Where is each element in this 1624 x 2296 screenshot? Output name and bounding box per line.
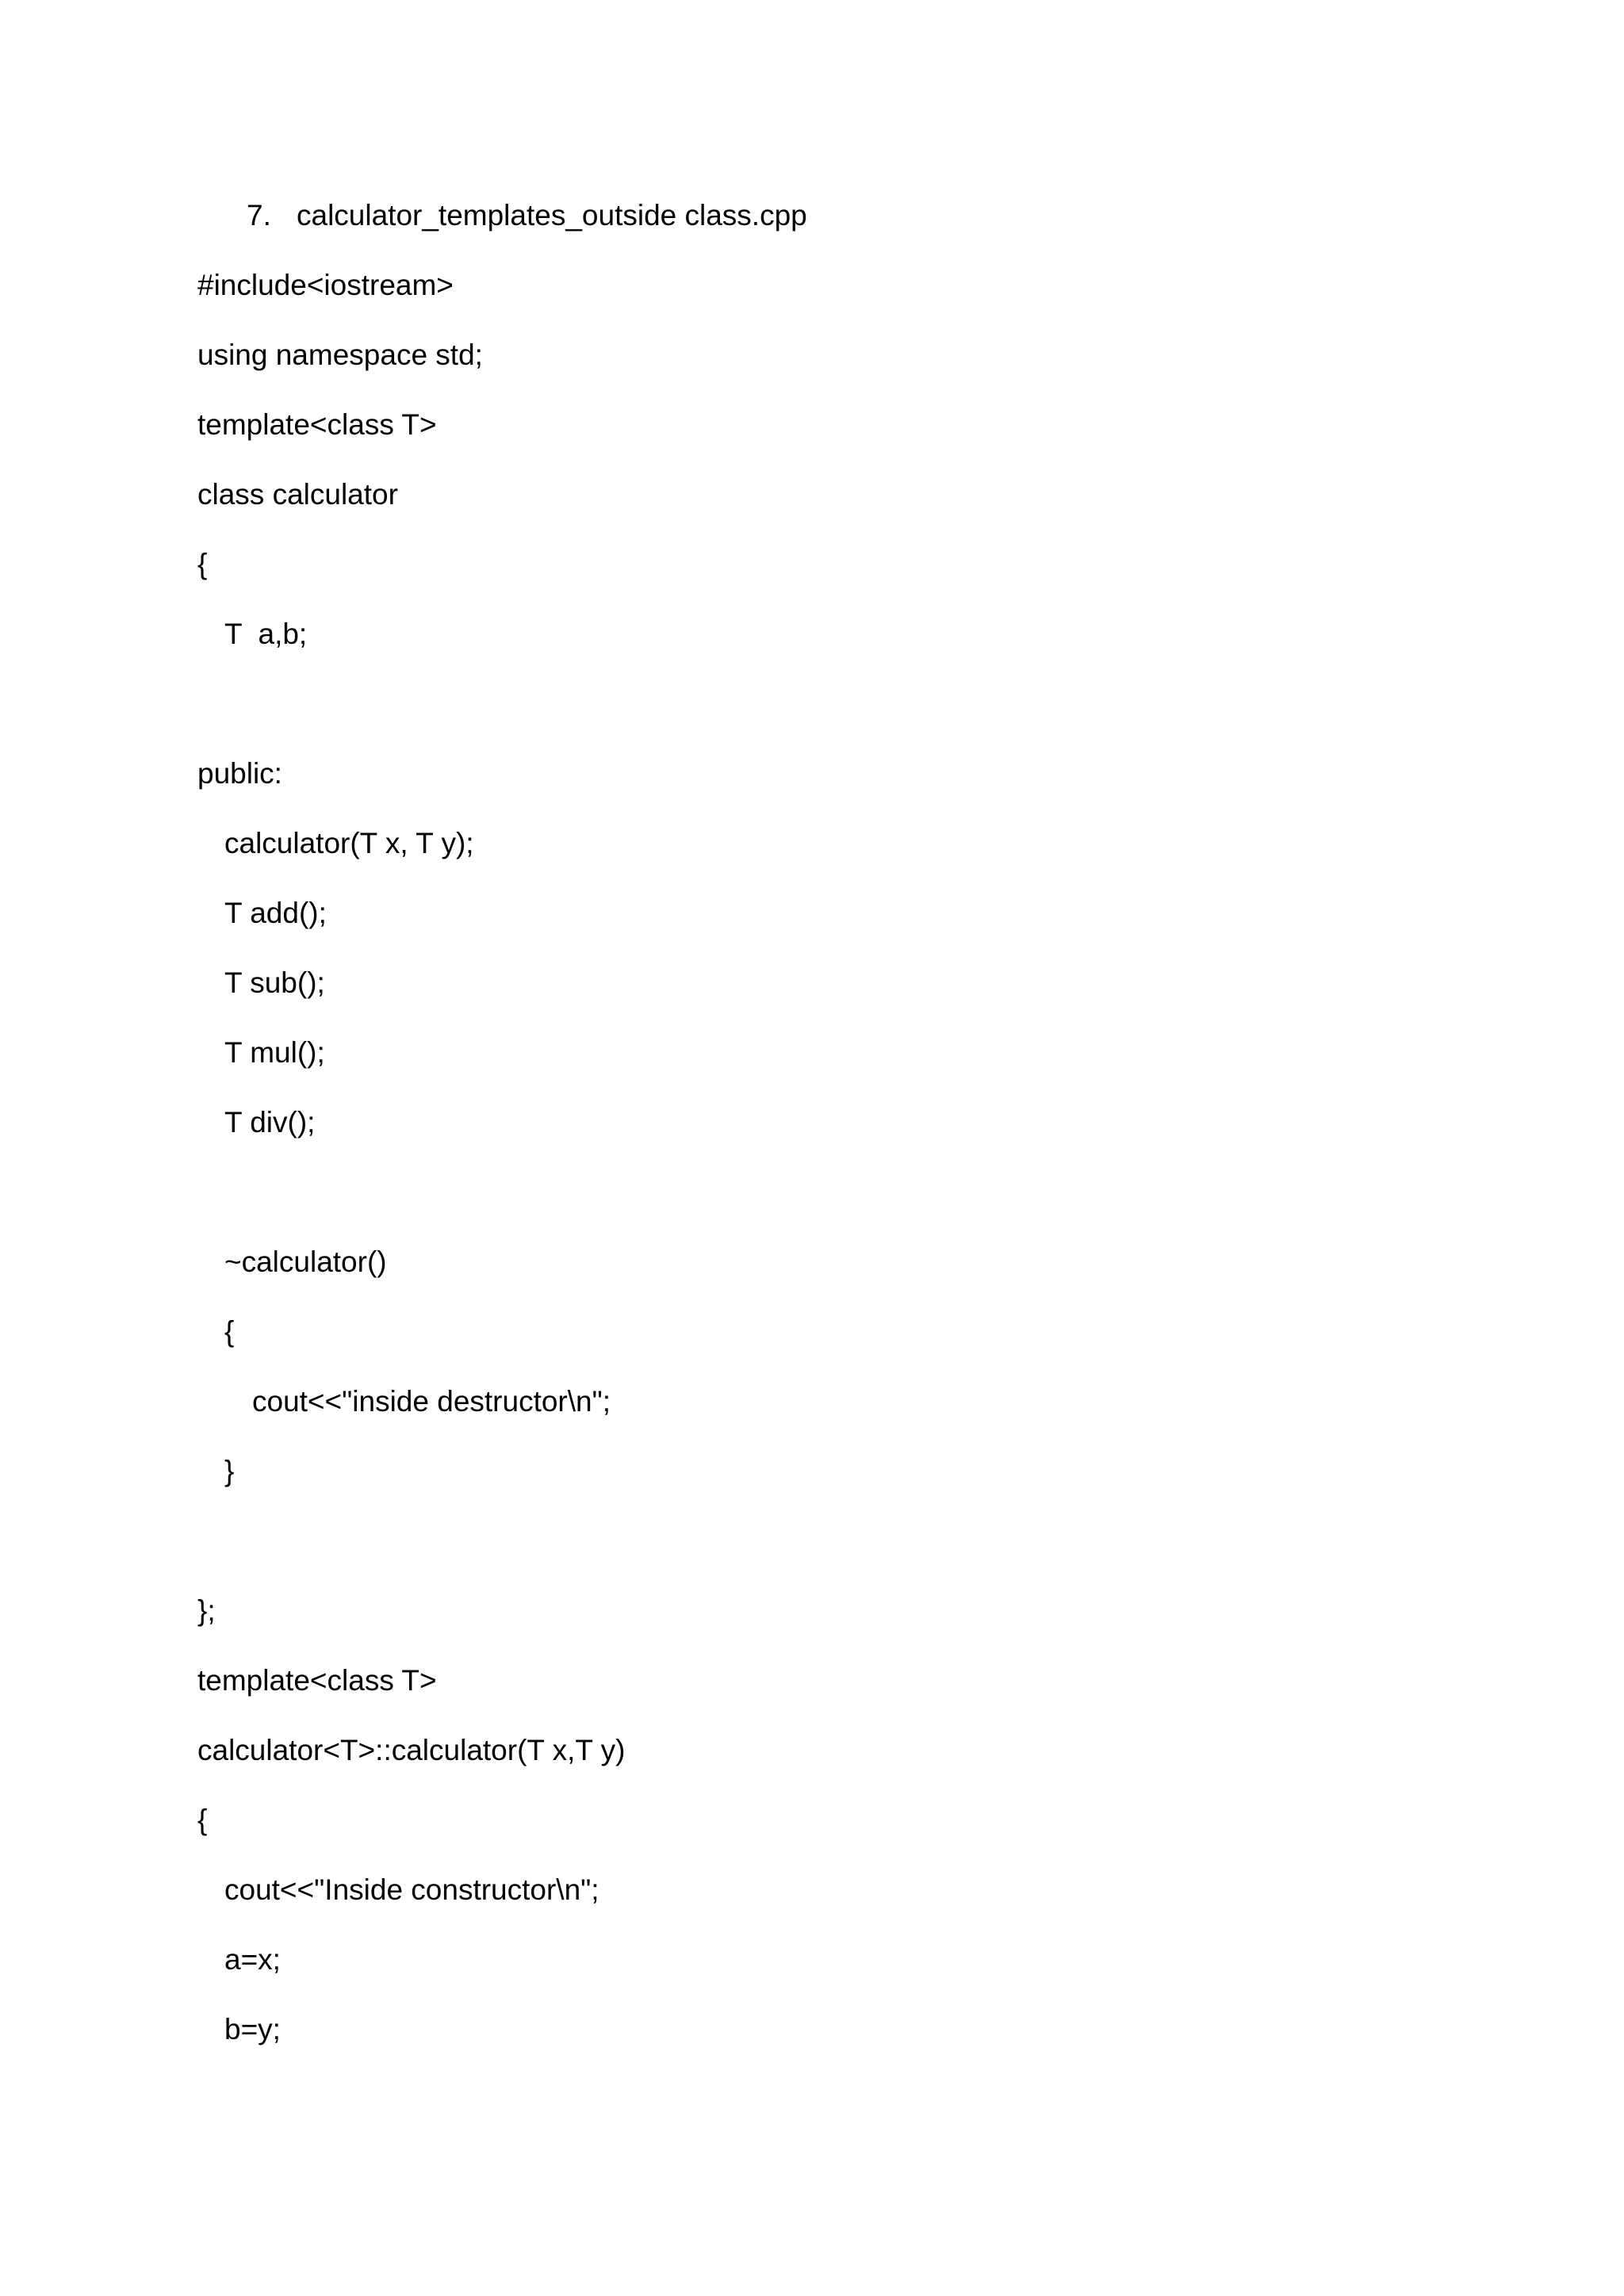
code-line: b=y; xyxy=(224,2013,281,2045)
code-line: template<class T> xyxy=(197,408,437,441)
code-line: } xyxy=(224,1455,235,1487)
code-line: { xyxy=(197,548,208,580)
code-line: ~calculator() xyxy=(224,1246,387,1278)
code-line: { xyxy=(197,1804,208,1836)
code-line: calculator(T x, T y); xyxy=(224,827,474,859)
code-line: cout<<"inside destructor\n"; xyxy=(252,1385,611,1418)
code-line: T mul(); xyxy=(224,1036,325,1069)
code-line: class calculator xyxy=(197,478,398,511)
code-line: #include<iostream> xyxy=(197,269,454,301)
heading-title: calculator_templates_outside class.cpp xyxy=(297,199,807,232)
code-line: T a,b; xyxy=(224,618,308,650)
code-line: using namespace std; xyxy=(197,339,483,371)
code-line: { xyxy=(224,1315,235,1348)
code-line: T sub(); xyxy=(224,966,325,999)
code-line: }; xyxy=(197,1594,216,1627)
code-line: a=x; xyxy=(224,1943,281,1976)
code-line: cout<<"Inside constructor\n"; xyxy=(224,1873,599,1906)
code-line: T div(); xyxy=(224,1106,316,1138)
code-line: template<class T> xyxy=(197,1664,437,1697)
code-line: public: xyxy=(197,757,282,790)
code-line: calculator<T>::calculator(T x,T y) xyxy=(197,1734,626,1766)
heading-number: 7. xyxy=(247,199,271,232)
code-line: T add(); xyxy=(224,897,327,929)
